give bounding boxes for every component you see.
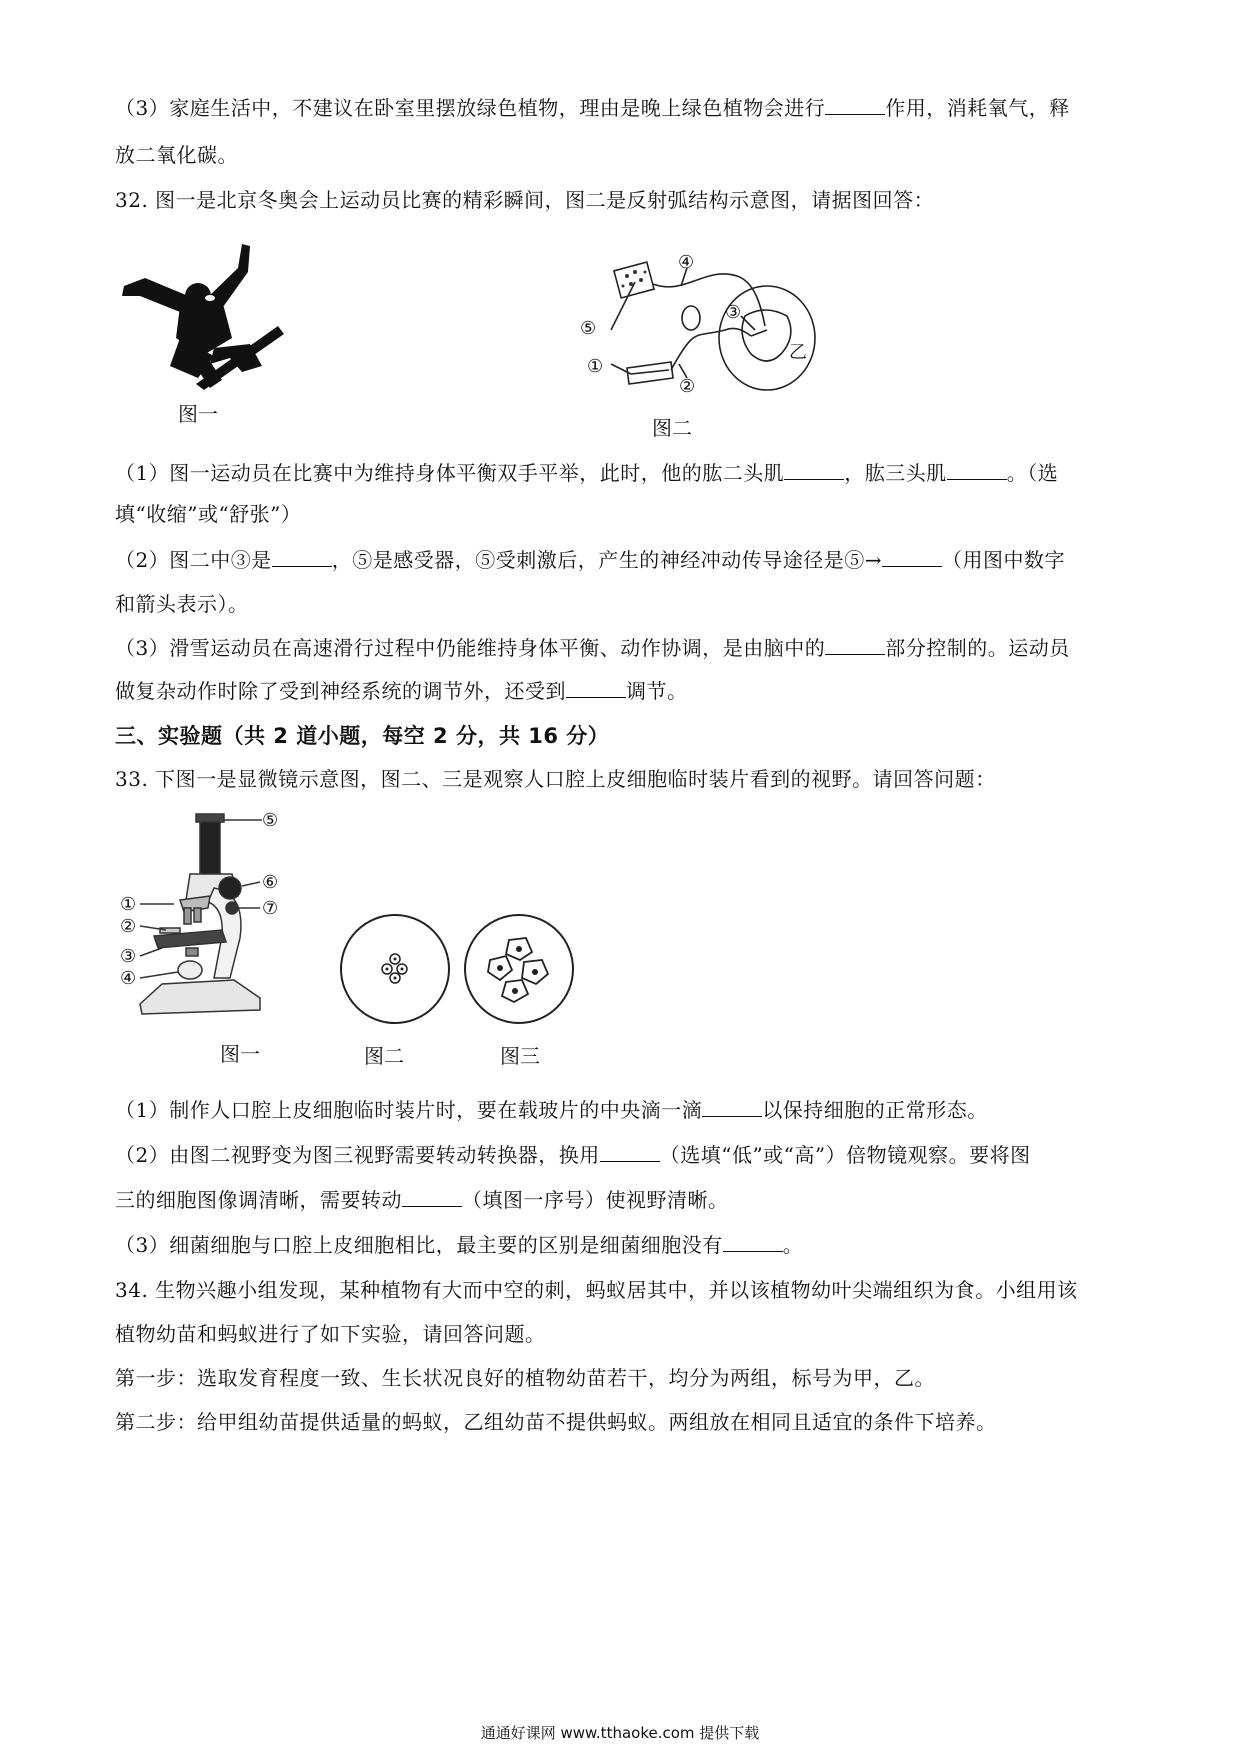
label-3: ③ bbox=[120, 946, 137, 967]
answer-blank[interactable] bbox=[825, 636, 885, 655]
q32-sub1-line1: （1）图一运动员在比赛中为维持身体平衡双手平举，此时，他的肱二头肌 ，肱三头肌 。（选 bbox=[115, 461, 1059, 485]
q32-sub2-line2: 和箭头表示）。 bbox=[115, 592, 249, 616]
q32-sub1-line2: 填“收缩”或“舒张”） bbox=[115, 502, 302, 526]
label-1: ① bbox=[587, 356, 604, 377]
answer-blank[interactable] bbox=[702, 1098, 762, 1117]
answer-blank[interactable] bbox=[825, 96, 885, 115]
label-2: ② bbox=[120, 916, 137, 937]
label-6: ⑥ bbox=[262, 872, 279, 893]
label-4: ④ bbox=[120, 968, 137, 989]
q33-sub3: （3）细菌细胞与口腔上皮细胞相比，最主要的区别是细菌细胞没有 。 bbox=[115, 1233, 804, 1257]
label-5: ⑤ bbox=[580, 318, 597, 339]
fig2-caption-33: 图二 bbox=[364, 1044, 404, 1068]
q32-sub2-line1: （2）图二中③是 ，⑤是感受器，⑤受刺激后，产生的神经冲动传导途径是⑤→ （用图中数字 bbox=[115, 548, 1065, 572]
q32-sub3-line1: （3）滑雪运动员在高速滑行过程中仍能维持身体平衡、动作协调，是由脑中的 部分控制的。运动员 bbox=[115, 636, 1070, 660]
answer-blank[interactable] bbox=[272, 548, 332, 567]
answer-blank[interactable] bbox=[402, 1188, 462, 1207]
q33-stem: 33. 下图一是显微镜示意图，图二、三是观察人口腔上皮细胞临时装片看到的视野。请回答问题： bbox=[115, 767, 996, 791]
answer-blank[interactable] bbox=[566, 679, 626, 698]
fig2-caption: 图二 bbox=[652, 416, 692, 440]
q33-sub1: （1）制作人口腔上皮细胞临时装片时，要在载玻片的中央滴一滴 以保持细胞的正常形态。 bbox=[115, 1098, 988, 1122]
label-1: ① bbox=[120, 894, 137, 915]
page-footer: 通通好课网 www.tthaoke.com 提供下载 bbox=[480, 1724, 760, 1742]
answer-blank[interactable] bbox=[600, 1143, 660, 1162]
microscope-figure bbox=[110, 808, 310, 1033]
q34-step1: 第一步：选取发育程度一致、生长状况良好的植物幼苗若干，均分为两组，标号为甲，乙。 bbox=[115, 1366, 935, 1390]
q31-sub3-line2: 放二氧化碳。 bbox=[115, 143, 238, 167]
high-power-field-view bbox=[462, 912, 576, 1026]
answer-blank[interactable] bbox=[947, 461, 1007, 480]
fig1-caption-33: 图一 bbox=[220, 1042, 260, 1066]
label-3: ③ bbox=[725, 302, 742, 323]
q32-stem: 32. 图一是北京冬奥会上运动员比赛的精彩瞬间，图二是反射弧结构示意图，请据图回答： bbox=[115, 188, 935, 212]
q34-stem-line1: 34. 生物兴趣小组发现，某种植物有大而中空的刺，蚂蚁居其中，并以该植物幼叶尖端组织为食。小组用该 bbox=[115, 1278, 1078, 1302]
section-3-heading: 三、实验题（共 2 道小题，每空 2 分，共 16 分） bbox=[115, 724, 610, 748]
low-power-field-view bbox=[338, 912, 452, 1026]
q33-sub2-line1: （2）由图二视野变为图三视野需要转动转换器，换用 （选填“低”或“高”）倍物镜观察。要将图 bbox=[115, 1143, 1031, 1167]
label-7: ⑦ bbox=[262, 898, 279, 919]
q32-sub3-line2: 做复杂动作时除了受到神经系统的调节外，还受到 调节。 bbox=[115, 679, 688, 703]
answer-blank[interactable] bbox=[882, 548, 942, 567]
label-yi: 乙 bbox=[789, 342, 807, 363]
q34-stem-line2: 植物幼苗和蚂蚁进行了如下实验，请回答问题。 bbox=[115, 1322, 546, 1346]
reflex-arc-diagram bbox=[575, 246, 825, 416]
label-4: ④ bbox=[678, 252, 695, 273]
fig3-caption-33: 图三 bbox=[500, 1044, 540, 1068]
answer-blank[interactable] bbox=[723, 1233, 783, 1252]
q34-step2: 第二步：给甲组幼苗提供适量的蚂蚁，乙组幼苗不提供蚂蚁。两组放在相同且适宜的条件下培养。 bbox=[115, 1410, 997, 1434]
fig1-caption: 图一 bbox=[178, 402, 218, 426]
label-2: ② bbox=[679, 376, 696, 397]
q33-sub2-line2: 三的细胞图像调清晰，需要转动 （填图一序号）使视野清晰。 bbox=[115, 1188, 729, 1212]
q31-sub3-line1: （3）家庭生活中，不建议在卧室里摆放绿色植物，理由是晚上绿色植物会进行 作用，消耗氧气，释 bbox=[115, 96, 1070, 120]
answer-blank[interactable] bbox=[784, 461, 844, 480]
label-5: ⑤ bbox=[262, 810, 279, 831]
